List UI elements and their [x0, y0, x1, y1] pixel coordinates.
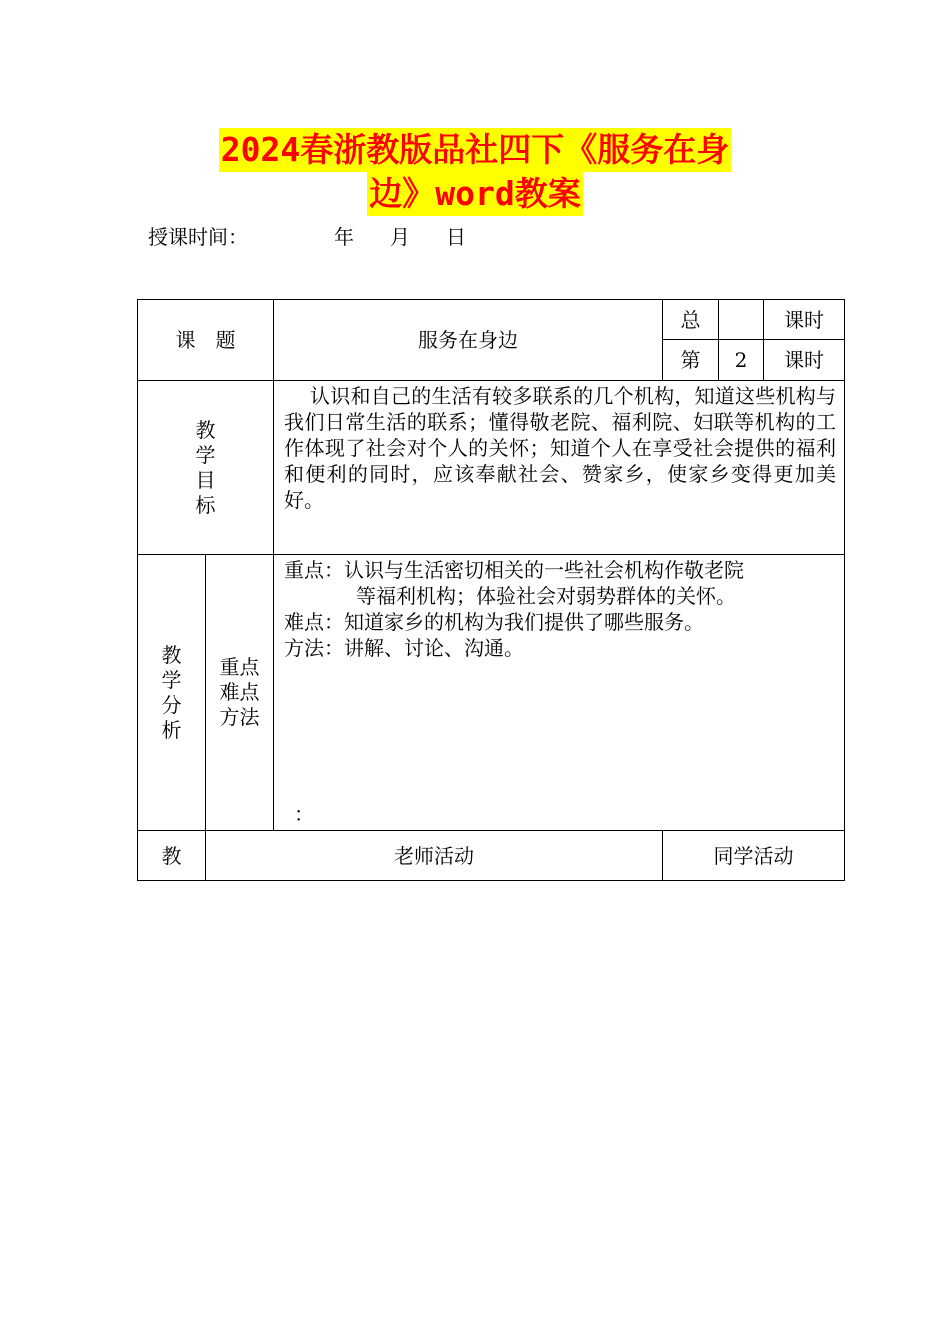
nth-label: 第 — [663, 340, 719, 381]
lesson-time-label: 授课时间： — [148, 225, 248, 249]
bottom-label: 教 — [138, 831, 206, 881]
method-line: 方法：讲解、讨论、沟通。 — [284, 636, 524, 660]
lesson-plan-table — [137, 299, 845, 881]
period-label-2: 课时 — [764, 340, 845, 381]
student-activity-header: 同学活动 — [663, 831, 845, 881]
period-label: 课时 — [764, 300, 845, 340]
key-point-line: 重点：认识与生活密切相关的一些社会机构作敬老院 — [284, 558, 744, 582]
total-label: 总 — [663, 300, 719, 340]
key-point-line-cont: 等福利机构；体验社会对弱势群体的关怀。 — [356, 584, 736, 608]
title-line-2: 边》word教案 — [367, 172, 582, 216]
topic-label: 课 题 — [138, 300, 274, 381]
analysis-label: 教 学 分 析 — [138, 555, 206, 831]
analysis-sub-label: 重点 难点 方法 — [206, 555, 274, 831]
trailing-colon: ： — [294, 802, 314, 826]
title-line-1: 2024春浙教版品社四下《服务在身 — [219, 128, 731, 172]
analysis-content — [274, 555, 845, 831]
total-value — [719, 300, 764, 340]
topic-value: 服务在身边 — [274, 300, 663, 381]
difficulty-line: 难点：知道家乡的机构为我们提供了哪些服务。 — [284, 610, 704, 634]
nth-value: 2 — [719, 340, 764, 381]
objectives-label: 教 学 目 标 — [138, 381, 274, 555]
document-title — [0, 128, 950, 216]
teacher-activity-header: 老师活动 — [206, 831, 663, 881]
objectives-text: 认识和自己的生活有较多联系的几个机构，知道这些机构与我们日常生活的联系；懂得敬老院、福利院、妇联等机构的工作体现了社会对个人的关怀；知道个人在享受社会提供的福利和便利的同时，应该奉献社会、赞家乡，使家乡变得更加美好。 — [274, 381, 845, 555]
lesson-time-year: 年 — [334, 225, 354, 249]
lesson-time-day: 日 — [446, 225, 466, 249]
lesson-time — [148, 224, 466, 250]
lesson-time-month: 月 — [390, 225, 410, 249]
